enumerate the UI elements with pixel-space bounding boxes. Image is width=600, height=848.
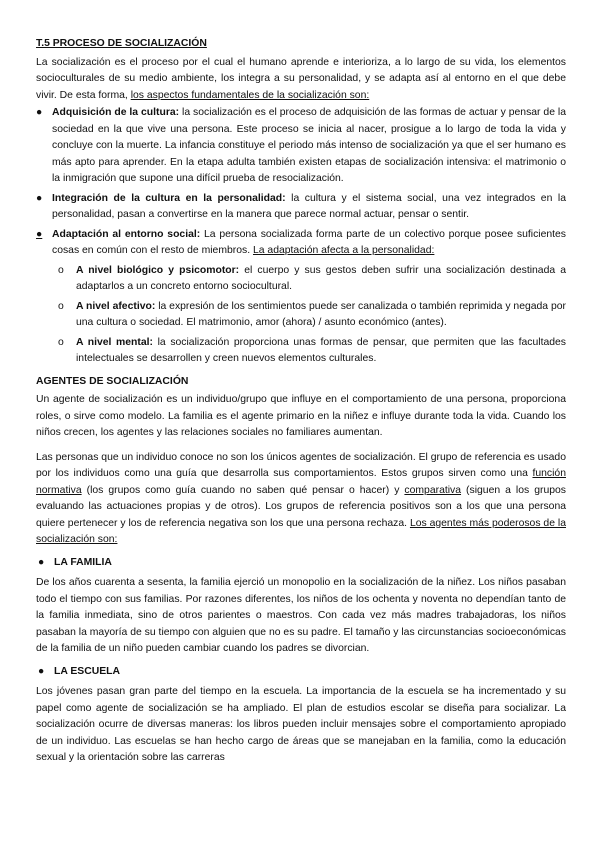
adaptation-level-item: [36, 299, 566, 332]
aspect-text: la cultura y el sistema social, una vez integrados en la personalidad, pasan a convertirse en la manera que parece normal actuar, pensar o sentir.: [52, 192, 566, 220]
level-label: A nivel biológico y psicomotor:: [76, 264, 240, 276]
adaptation-level-item: [36, 263, 566, 296]
school-heading: LA ESCUELA: [54, 665, 121, 677]
circle-bullet-icon: o: [58, 264, 64, 276]
page-title: T.5 PROCESO DE SOCIALIZACIÓN: [36, 38, 207, 49]
level-label: A nivel mental:: [76, 336, 153, 348]
aspect-item: [36, 227, 566, 260]
bullet-icon: ●: [36, 228, 43, 240]
agents-paragraph-2: [36, 450, 566, 549]
aspects-list: [36, 105, 566, 260]
circle-bullet-icon: o: [58, 336, 64, 348]
adaptation-levels-list: [36, 263, 566, 368]
aspect-item: [36, 191, 566, 224]
level-label: A nivel afectivo:: [76, 300, 156, 312]
level-text: la expresión de los sentimientos puede ser canalizada o también reprimida y negada por una cultura o sociedad. El matrimonio, amor (ahora) / asunto económico (antes).: [76, 300, 566, 328]
paragraph-gap: [36, 442, 566, 450]
bullet-icon: ●: [36, 192, 43, 204]
bullet-icon: ●: [38, 665, 45, 677]
intro-paragraph: [36, 55, 566, 105]
agents-p2-text: (siguen a los grupos evaluando las actuaciones propias y de otros). Los grupos de referencia positivos son a los que una persona quiere pertenecer y los de referencia negativa son los que una persona rechaza.: [36, 484, 566, 529]
agents-paragraph-1: Un agente de socialización es un individuo/grupo que influye en el comportamiento de una persona, proporciona roles, o sirve como modelo. La familia es el agente primario en la niñez e influye durante toda la vida. Cuando los niños crecen, los agentes y las relaciones sociales no familiares aumentan.: [36, 394, 566, 438]
agents-p2-text: (los grupos como guía cuando no saben qué pensar o hacer) y: [81, 484, 405, 496]
family-heading: LA FAMILIA: [54, 556, 112, 568]
aspect-label: Adquisición de la cultura:: [52, 107, 180, 118]
aspect-item: [36, 105, 566, 188]
school-paragraph: Los jóvenes pasan gran parte del tiempo en la escuela. La importancia de la escuela se ha incrementado y su papel como agente de socialización se ha ampliado. El plan de estudios escolar se diseña para socializar. La socialización ocurre de diversas maneras: los libros pueden incluir mensajes sobre el comportamiento apropiado de un individuo. Las escuelas se han hecho cargo de áreas que se manejaban en la familia, como la educación sexual y la orientación sobre las carreras: [36, 686, 566, 763]
circle-bullet-icon: o: [58, 300, 64, 312]
level-text: la socialización proporciona unas formas de pensar, que permiten que las facultades intelectuales se desarrollen y creen nuevos elementos culturales.: [76, 336, 566, 364]
family-paragraph: De los años cuarenta a sesenta, la familia ejerció un monopolio en la socialización de la niñez. Los niños pasaban todo el tiempo con sus familias. Por razones diferentes, los niños de los ochenta y noventa no dependían tanto de la familia inmediata, sino de otros parientes o maestros. Con cada vez más madres trabajadoras, los niños pasaban la mayoría de su tiempo con alguien que no es su padre. El tamaño y las circunstancias socioeconómicas de la familia de un niño pueden cambiar cuando los padres se divorcian.: [36, 577, 566, 654]
agents-p2-underlined: Los agentes más poderosos de la socialización son:: [36, 517, 566, 545]
aspect-label: Adaptación al entorno social:: [52, 228, 201, 240]
aspect-label: Integración de la cultura en la personalidad:: [52, 192, 286, 204]
bullet-icon: ●: [38, 556, 45, 568]
level-text: el cuerpo y sus gestos deben sufrir una socialización destinada a adaptarlos a un concreto entorno sociocultural.: [76, 264, 566, 292]
intro-text: La socialización es el proceso por el cual el humano aprende e interioriza, a lo largo de su vida, los elementos socioculturales de su medio ambiente, los integra a su personalidad, y se adapta así al entorno en el que debe vivir. De esta forma,: [36, 56, 566, 101]
document-page: [36, 36, 566, 767]
term-normative: función normativa: [36, 468, 566, 496]
aspect-underlined: La adaptación afecta a la personalidad:: [252, 245, 435, 256]
intro-underlined: los aspectos fundamentales de la socialización son:: [130, 89, 370, 101]
section-heading-school: [38, 664, 566, 681]
bullet-icon: ●: [36, 107, 43, 118]
agents-heading: AGENTES DE SOCIALIZACIÓN: [36, 375, 189, 387]
aspect-text: la socialización es el proceso de adquisición de las formas de actuar y pensar de la sociedad en la que vive una persona. Este proceso se inicia al nacer, prosigue a lo largo de toda la vida y concluye con la muerte. La infancia constituye el periodo más intenso de socialización ya que el ser humano es más apto para aprender. En la etapa adulta también existen etapas de socialización intensiva: el matrimonio o la inmigración que supone una difícil prueba de resocialización.: [52, 107, 566, 184]
adaptation-level-item: [36, 335, 566, 368]
section-heading-family: [38, 555, 566, 572]
aspect-text: La persona socializada forma parte de un colectivo porque posee suficientes cosas en común con el resto de miembros.: [52, 228, 566, 256]
term-comparative: comparativa: [404, 484, 462, 496]
agents-p2-text: Las personas que un individuo conoce no son los únicos agentes de socialización. El grupo de referencia es usado por los individuos como una guía que desarrolla sus comportamientos. Estos grupos sirven como una: [36, 451, 566, 479]
